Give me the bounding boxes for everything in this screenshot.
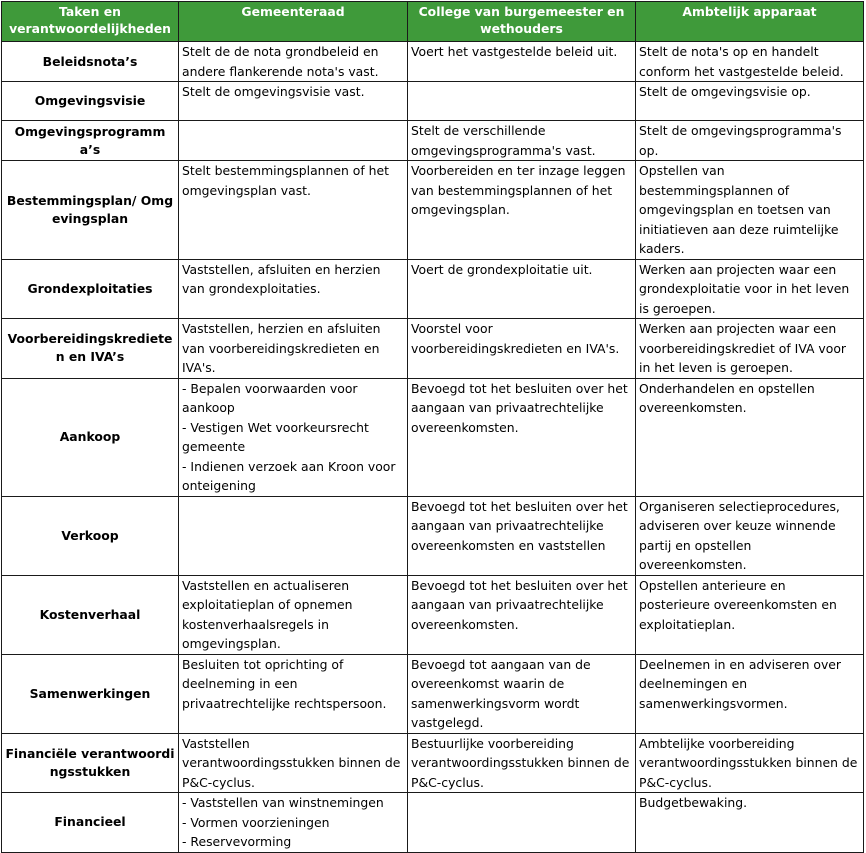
row-label: Aankoop xyxy=(2,378,179,496)
cell-gemeenteraad xyxy=(179,259,408,319)
cell-ambtelijk xyxy=(636,161,864,260)
cell-text: - Vestigen Wet voorkeursrecht gemeente xyxy=(182,419,369,454)
header-gemeenteraad: Gemeenteraad xyxy=(179,2,408,42)
table-row xyxy=(2,575,864,654)
cell-college xyxy=(408,575,636,654)
row-label: Verkoop xyxy=(2,496,179,575)
cell-college xyxy=(408,121,636,161)
cell-text: Stelt de de nota grondbeleid en andere flankerende nota's vast. xyxy=(182,44,379,79)
table-row xyxy=(2,654,864,733)
cell-gemeenteraad xyxy=(179,496,408,575)
cell-text: Vaststellen en actualiseren exploitatieplan of opnemen kostenverhaalsregels in omgevingsplan. xyxy=(182,577,353,651)
table-row xyxy=(2,496,864,575)
cell-text: Opstellen anterieure en posterieure overeenkomsten en exploitatieplan. xyxy=(639,577,837,632)
table-row xyxy=(2,121,864,161)
cell-gemeenteraad xyxy=(179,42,408,82)
cell-text: Onderhandelen en opstellen overeenkomsten. xyxy=(639,380,815,415)
cell-gemeenteraad xyxy=(179,378,408,496)
cell-ambtelijk xyxy=(636,121,864,161)
header-college: College van burgemeester en wethouders xyxy=(408,2,636,42)
cell-text: Voert het vastgestelde beleid uit. xyxy=(411,44,618,59)
table-row xyxy=(2,259,864,319)
cell-text: Bestuurlijke voorbereiding verantwoordingsstukken binnen de P&C-cyclus. xyxy=(411,735,630,790)
cell-text: Stelt bestemmingsplannen of het omgevingsplan vast. xyxy=(182,163,390,198)
cell-college xyxy=(408,378,636,496)
cell-text: Besluiten tot oprichting of deelneming in een privaatrechtelijke rechtspersoon. xyxy=(182,656,387,711)
cell-college xyxy=(408,161,636,260)
row-label: Kostenverhaal xyxy=(2,575,179,654)
cell-text: - Bepalen voorwaarden voor aankoop xyxy=(182,380,358,415)
cell-text: Bevoegd tot het besluiten over het aangaan van privaatrechtelijke overeenkomsten. xyxy=(411,577,628,632)
header-ambtelijk: Ambtelijk apparaat xyxy=(636,2,864,42)
cell-text: Vaststellen verantwoordingsstukken binnen de P&C-cyclus. xyxy=(182,735,401,790)
cell-college xyxy=(408,733,636,793)
cell-text: Voorbereiden en ter inzage leggen van bestemmingsplannen of het omgevingsplan. xyxy=(411,163,626,217)
cell-gemeenteraad xyxy=(179,793,408,853)
table-row xyxy=(2,82,864,121)
cell-text: - Vaststellen van winstnemingen xyxy=(182,795,384,810)
table-row xyxy=(2,378,864,496)
row-label: Samenwerkingen xyxy=(2,654,179,733)
cell-text: Stelt de nota's op en handelt conform het vastgestelde beleid. xyxy=(639,44,844,79)
row-label: Financieel xyxy=(2,793,179,853)
cell-text: Stelt de omgevingsvisie vast. xyxy=(182,84,365,99)
cell-gemeenteraad xyxy=(179,319,408,379)
cell-gemeenteraad xyxy=(179,733,408,793)
cell-ambtelijk xyxy=(636,42,864,82)
row-label: Grondexploitaties xyxy=(2,259,179,319)
cell-ambtelijk xyxy=(636,259,864,319)
cell-ambtelijk xyxy=(636,654,864,733)
cell-ambtelijk xyxy=(636,319,864,379)
table-row xyxy=(2,793,864,853)
cell-college xyxy=(408,496,636,575)
row-label: Omgevingsvisie xyxy=(2,82,179,121)
header-taken: Taken en verantwoordelijkheden xyxy=(2,2,179,42)
cell-text: Stelt de omgevingsvisie op. xyxy=(639,84,811,99)
cell-text: Opstellen van bestemmingsplannen of omgevingsplan en toetsen van initiatieven aan deze ruimtelijke kaders. xyxy=(639,163,839,256)
cell-college xyxy=(408,82,636,121)
cell-ambtelijk xyxy=(636,378,864,496)
cell-gemeenteraad xyxy=(179,654,408,733)
cell-ambtelijk xyxy=(636,575,864,654)
cell-text: - Vormen voorzieningen xyxy=(182,814,330,830)
table-row xyxy=(2,161,864,260)
cell-ambtelijk xyxy=(636,496,864,575)
cell-text: Stelt de verschillende omgevingsprogramma's vast. xyxy=(411,123,596,158)
cell-college xyxy=(408,793,636,853)
row-label: Omgevingsprogramma’s xyxy=(2,121,179,161)
row-label: Voorbereidingskredieten en IVA’s xyxy=(2,319,179,379)
cell-text: Deelnemen in en adviseren over deelnemingen en samenwerkingsvormen. xyxy=(639,656,842,711)
cell-gemeenteraad xyxy=(179,161,408,260)
table-row xyxy=(2,42,864,82)
cell-ambtelijk xyxy=(636,793,864,853)
row-label: Beleidsnota’s xyxy=(2,42,179,82)
cell-text: Organiseren selectieprocedures, adviseren over keuze winnende partij en opstellen overeenkomsten. xyxy=(639,498,840,572)
cell-text: - Reservevorming xyxy=(182,834,292,849)
cell-text: - Indienen verzoek aan Kroon voor onteigening xyxy=(182,458,396,493)
cell-text: Werken aan projecten waar een voorbereidingskrediet of IVA voor in het leven is geroepen. xyxy=(639,321,847,375)
cell-gemeenteraad xyxy=(179,82,408,121)
cell-text: Bevoegd tot het besluiten over het aangaan van privaatrechtelijke overeenkomsten. xyxy=(411,380,628,435)
table-body xyxy=(2,42,864,853)
cell-text: Vaststellen, afsluiten en herzien van grondexploitaties. xyxy=(182,261,381,296)
cell-college xyxy=(408,42,636,82)
cell-text: Voorstel voor voorbereidingskredieten en IVA's. xyxy=(411,321,620,356)
responsibilities-table xyxy=(1,1,864,853)
row-label: Financiële verantwoordingsstukken xyxy=(2,733,179,793)
table-row xyxy=(2,733,864,793)
cell-college xyxy=(408,654,636,733)
row-label: Bestemmingsplan/ Omgevingsplan xyxy=(2,161,179,260)
cell-text: Vaststellen, herzien en afsluiten van voorbereidingskredieten en IVA's. xyxy=(182,321,381,375)
cell-text: Ambtelijke voorbereiding verantwoordingsstukken binnen de P&C-cyclus. xyxy=(639,735,858,790)
table-row xyxy=(2,319,864,379)
cell-ambtelijk xyxy=(636,733,864,793)
cell-ambtelijk xyxy=(636,82,864,121)
cell-gemeenteraad xyxy=(179,121,408,161)
cell-text: Werken aan projecten waar een grondexploitatie voor in het leven is geroepen. xyxy=(639,261,850,316)
cell-text: Budgetbewaking. xyxy=(639,795,748,810)
cell-college xyxy=(408,319,636,379)
cell-gemeenteraad xyxy=(179,575,408,654)
cell-text: Bevoegd tot aangaan van de overeenkomst waarin de samenwerkingsvorm wordt vastgelegd. xyxy=(411,656,591,730)
header-row xyxy=(2,2,864,42)
cell-text: Stelt de omgevingsprogramma's op. xyxy=(639,123,842,158)
cell-college xyxy=(408,259,636,319)
cell-text: Bevoegd tot het besluiten over het aangaan van privaatrechtelijke overeenkomsten en vaststellen xyxy=(411,498,628,553)
cell-text: Voert de grondexploitatie uit. xyxy=(411,261,593,277)
